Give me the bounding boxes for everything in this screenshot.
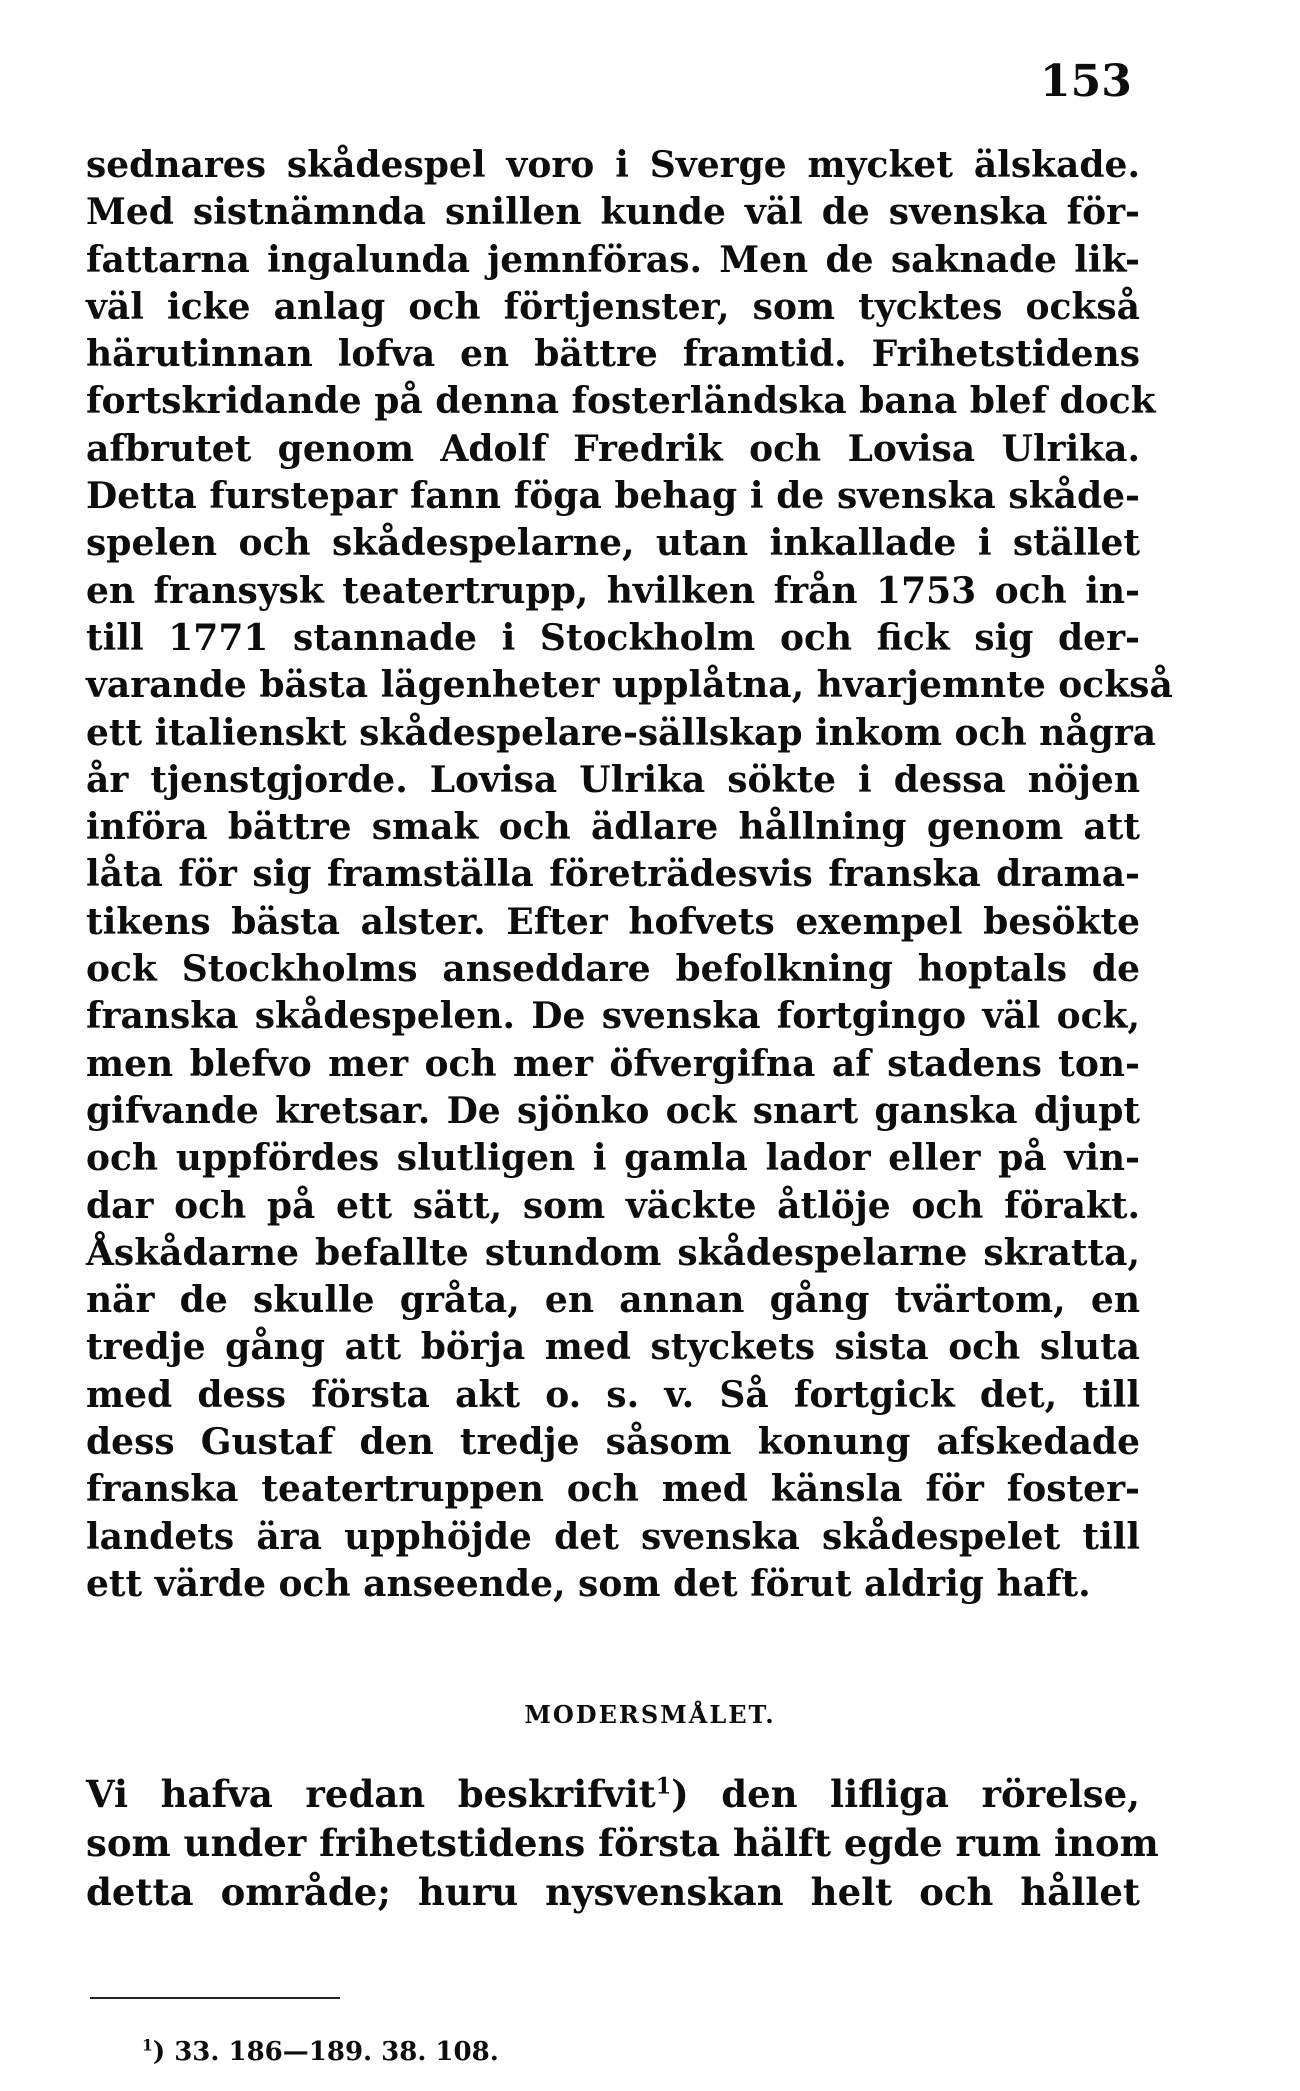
text-line: härutinnan lofva en bättre framtid. Frihetstidens — [86, 333, 1140, 376]
page-number: 153 — [1040, 56, 1132, 107]
text-line: införa bättre smak och ädlare hållning genom att — [86, 806, 1140, 849]
text-line: Åskådarne befallte stundom skådespelarne skratta, — [86, 1231, 1140, 1274]
section-heading: MODERSMÅLET. — [524, 1700, 776, 1729]
text-line-end: ) den lifliga rörelse, — [671, 1772, 1141, 1816]
text-line: gifvande kretsar. De sjönko ock snart ganska djupt — [86, 1089, 1140, 1132]
text-line: år tjenstgjorde. Lovisa Ulrika sökte i dessa nöjen — [86, 758, 1140, 801]
text-line: dess Gustaf den tredje såsom konung afskedade — [86, 1421, 1140, 1464]
footnote-reference: 1 — [655, 1773, 672, 1800]
text-line: tikens bästa alster. Efter hofvets exempel besökte — [86, 900, 1140, 943]
text-line: men blefvo mer och mer öfvergifna af stadens ton- — [86, 1042, 1140, 1085]
text-line: landets ära upphöjde det svenska skådespelet till — [86, 1515, 1140, 1558]
text-line: fattarna ingalunda jemnföras. Men de saknade lik- — [86, 238, 1140, 281]
text-line: med dess första akt o. s. v. Så fortgick det, till — [86, 1373, 1140, 1416]
text-line-start: Vi hafva redan beskrifvit — [86, 1772, 656, 1816]
text-line: en fransysk teatertrupp, hvilken från 1753 och in- — [86, 569, 1140, 612]
text-line: som under frihetstidens första hälft egde rum inom — [86, 1821, 1159, 1865]
section-paragraph — [86, 1770, 1159, 1917]
text-line: när de skulle gråta, en annan gång tvärtom, en — [86, 1279, 1140, 1322]
footnote — [142, 2037, 499, 2067]
text-line: tredje gång att börja med styckets sista och sluta — [86, 1326, 1140, 1369]
text-line: ett italienskt skådespelare-sällskap inkom och några — [86, 711, 1157, 754]
text-line: fortskridande på denna fosterländska bana blef dock — [86, 380, 1156, 423]
text-line: sednares skådespel voro i Sverge mycket älskade. — [86, 144, 1140, 186]
footnote-marker: 1 — [142, 2035, 153, 2055]
text-line: och uppfördes slutligen i gamla lador eller på vin- — [86, 1137, 1140, 1180]
body-paragraph — [86, 142, 1173, 1608]
text-line: ett värde och anseende, som det förut aldrig haft. — [86, 1562, 1091, 1605]
text-line: dar och på ett sätt, som väckte åtlöje och förakt. — [86, 1184, 1140, 1227]
text-line: franska skådespelen. De svenska fortgingo väl ock, — [86, 995, 1140, 1038]
footnote-divider — [90, 1997, 340, 1999]
text-line: till 1771 stannade i Stockholm och fick sig der- — [86, 616, 1140, 659]
text-line: ock Stockholms anseddare befolkning hoptals de — [86, 948, 1140, 991]
text-line: varande bästa lägenheter upplåtna, hvarjemnte också — [86, 664, 1173, 707]
text-line: Detta furstepar fann föga behag i de svenska skåde- — [86, 475, 1140, 518]
footnote-text: ) 33. 186—189. 38. 108. — [152, 2037, 499, 2067]
text-line: Med sistnämnda snillen kunde väl de svenska för- — [86, 191, 1140, 234]
text-line: detta område; huru nysvenskan helt och hållet — [86, 1870, 1140, 1914]
text-line: väl icke anlag och förtjenster, som tycktes också — [86, 285, 1140, 328]
text-line: låta för sig framställa företrädesvis franska drama- — [86, 853, 1140, 896]
text-line — [86, 1770, 1140, 1819]
text-line: franska teatertruppen och med känsla för foster- — [86, 1468, 1140, 1511]
text-line: spelen och skådespelarne, utan inkallade i stället — [86, 522, 1140, 565]
text-line: afbrutet genom Adolf Fredrik och Lovisa Ulrika. — [86, 427, 1140, 470]
